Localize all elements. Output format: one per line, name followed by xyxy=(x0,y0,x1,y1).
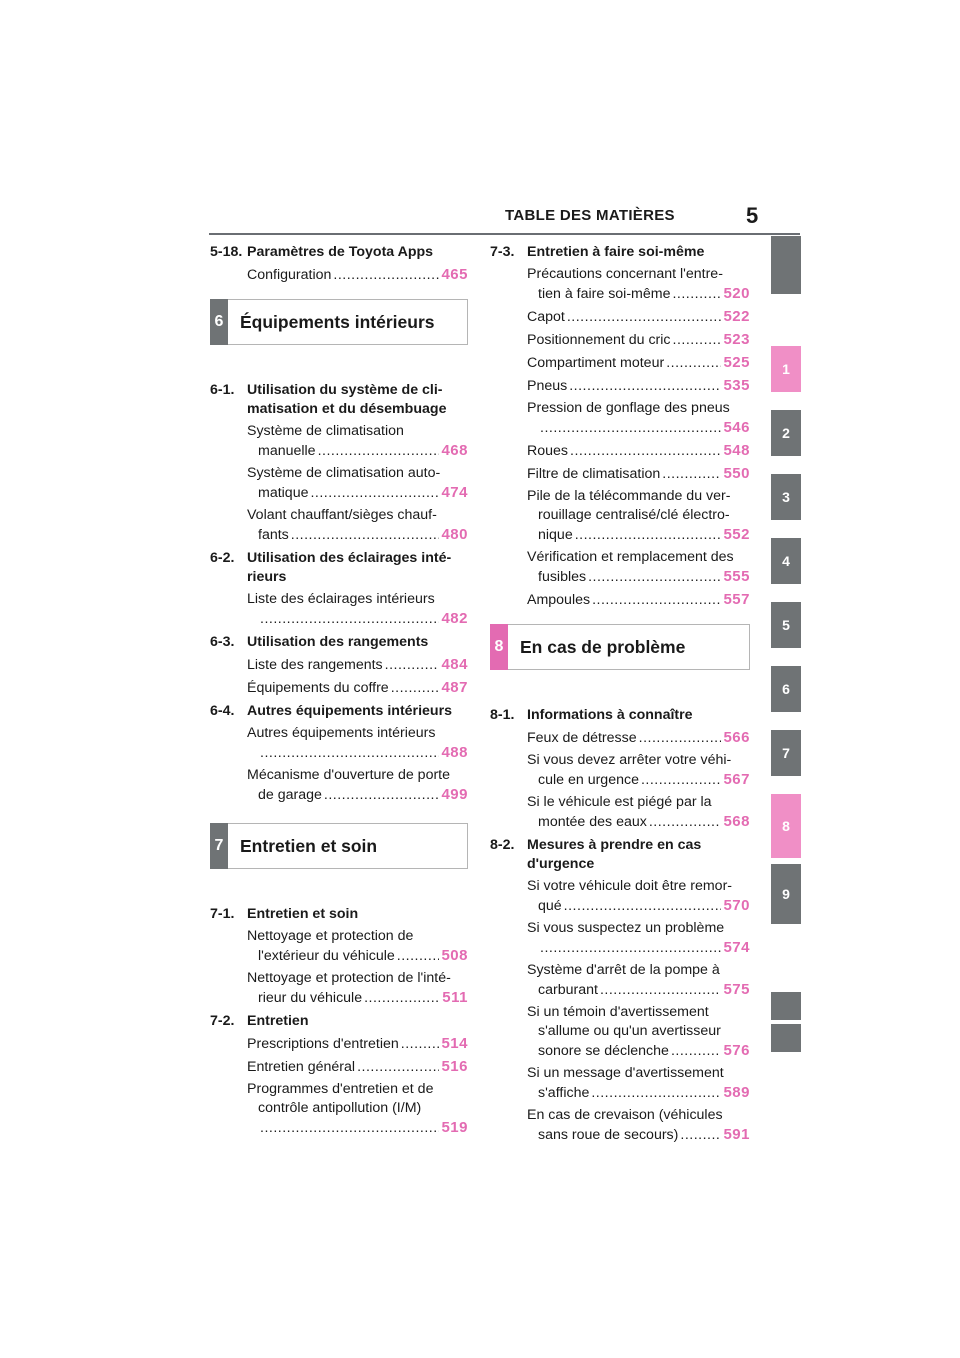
toc-entry-text: Si vous devez arrêter votre véhi- xyxy=(527,752,732,768)
leader-dots xyxy=(333,266,439,285)
toc-entry[interactable] xyxy=(247,422,468,461)
leader-dots xyxy=(641,771,722,790)
toc-entry-text: Nettoyage et protection de l'inté- xyxy=(247,970,451,986)
page-link[interactable]: 567 xyxy=(723,771,750,788)
page-link[interactable]: 589 xyxy=(723,1084,750,1101)
leader-dots xyxy=(567,308,722,327)
toc-entry-text: qué xyxy=(538,898,562,914)
toc-entry-text: Liste des éclairages intérieurs xyxy=(247,591,435,607)
page-link[interactable]: 474 xyxy=(441,484,468,501)
leader-dots xyxy=(569,377,721,396)
section-title: Utilisation des rangements xyxy=(247,634,429,650)
toc-entry-text: sans roue de secours) xyxy=(538,1127,679,1143)
toc-entry-line xyxy=(527,751,750,770)
page-link[interactable]: 516 xyxy=(441,1058,468,1075)
toc-entry-text: Vérification et remplacement des xyxy=(527,549,734,565)
section-title: Entretien xyxy=(247,1013,309,1029)
page-link[interactable]: 514 xyxy=(441,1035,468,1052)
toc-entry-line xyxy=(527,307,750,327)
section-number xyxy=(210,568,247,587)
toc-entry-text: tien à faire soi-même xyxy=(538,286,671,302)
toc-entry-line xyxy=(247,1099,468,1118)
page-link[interactable]: 488 xyxy=(441,744,468,761)
toc-section xyxy=(210,1012,468,1138)
page-link[interactable]: 548 xyxy=(723,442,750,459)
toc-section xyxy=(490,836,750,1145)
page-link[interactable]: 487 xyxy=(441,679,468,696)
toc-entry-line xyxy=(527,567,750,587)
page-link[interactable]: 525 xyxy=(723,354,750,371)
toc-entry[interactable] xyxy=(527,353,750,373)
toc-entry-line xyxy=(527,896,750,916)
toc-entry-line xyxy=(247,946,468,966)
toc-entry-line xyxy=(527,548,750,567)
toc-entry-line xyxy=(527,961,750,980)
toc-entry-text: Si vous suspectez un problème xyxy=(527,920,725,936)
toc-entry-line xyxy=(527,1064,750,1083)
leader-dots xyxy=(672,285,721,304)
leader-dots xyxy=(540,419,721,438)
page-link[interactable]: 574 xyxy=(723,939,750,956)
toc-entry[interactable] xyxy=(527,1003,750,1061)
page-link[interactable]: 508 xyxy=(441,947,468,964)
toc-entry-line xyxy=(247,1080,468,1099)
toc-entry-text: matique xyxy=(258,485,309,501)
chapter-title: En cas de problème xyxy=(520,636,686,657)
toc-entry-line xyxy=(527,353,750,373)
section-title: Informations à connaître xyxy=(527,707,693,723)
page-link[interactable]: 575 xyxy=(723,981,750,998)
toc-entry[interactable] xyxy=(247,265,468,285)
page-link[interactable]: 511 xyxy=(442,989,468,1006)
toc-entry[interactable] xyxy=(247,464,468,503)
chapter-number: 8 xyxy=(490,624,508,670)
toc-entry-line xyxy=(247,655,468,675)
leader-dots xyxy=(662,465,721,484)
page-link[interactable]: 552 xyxy=(723,526,750,543)
leader-dots xyxy=(357,1058,439,1077)
toc-entry[interactable] xyxy=(527,590,750,610)
toc-entry-text: cule en urgence xyxy=(538,772,639,788)
toc-entry-line xyxy=(527,265,750,284)
chapter-tab-5[interactable]: 5 xyxy=(771,602,801,648)
section-number: 7-3. xyxy=(490,244,515,260)
toc-entry[interactable] xyxy=(247,506,468,545)
chapter-title: Équipements intérieurs xyxy=(240,311,435,332)
leader-dots xyxy=(649,813,722,832)
toc-entry-line xyxy=(527,590,750,610)
leader-dots xyxy=(364,989,440,1008)
section-title: Paramètres de Toyota Apps xyxy=(247,244,434,260)
toc-entry-line xyxy=(247,265,468,285)
toc-entry[interactable] xyxy=(527,548,750,587)
toc-entry-line xyxy=(247,1118,468,1138)
toc-entry-text: l'extérieur du véhicule xyxy=(258,948,395,964)
leader-dots xyxy=(564,897,722,916)
leader-dots xyxy=(570,442,721,461)
toc-entry-line xyxy=(247,590,468,609)
toc-entry-line xyxy=(527,980,750,1000)
toc-entry[interactable] xyxy=(247,969,468,1008)
page-link[interactable]: 484 xyxy=(441,656,468,673)
toc-entry-line xyxy=(527,938,750,958)
toc-entry-line xyxy=(527,284,750,304)
chapter-header-6[interactable] xyxy=(210,299,468,345)
page-link[interactable]: 535 xyxy=(723,377,750,394)
leader-dots xyxy=(592,591,721,610)
toc-entry-line xyxy=(527,793,750,812)
toc-entry[interactable] xyxy=(527,919,750,958)
section-title: Mesures à prendre en cas xyxy=(527,837,702,853)
leader-dots xyxy=(639,729,722,748)
section-number: 6-2. xyxy=(210,550,235,566)
toc-column-left xyxy=(210,243,468,1138)
chapter-tab-4[interactable]: 4 xyxy=(771,538,801,584)
toc-entry-text: carburant xyxy=(538,982,598,998)
toc-entry[interactable] xyxy=(527,441,750,461)
toc-entry-text: sonore se déclenche xyxy=(538,1043,669,1059)
toc-entry-text: Pression de gonflage des pneus xyxy=(527,400,730,416)
chapter-number: 7 xyxy=(210,823,228,869)
toc-entry-text: Si un message d'avertissement xyxy=(527,1065,724,1081)
toc-entry-line xyxy=(247,464,468,483)
leader-dots xyxy=(291,526,440,545)
leader-dots xyxy=(391,679,440,698)
toc-section xyxy=(210,905,468,1008)
section-number: 6-1. xyxy=(210,382,235,398)
toc-entry-text: de garage xyxy=(258,787,322,803)
section-heading xyxy=(210,1012,468,1031)
toc-entry-line xyxy=(527,770,750,790)
toc-entry-text: Roues xyxy=(527,443,569,459)
toc-entry-line xyxy=(247,766,468,785)
toc-entry-text: Si le véhicule est piégé par la xyxy=(527,794,712,810)
toc-entry-text: Ampoules xyxy=(527,592,591,608)
toc-entry-line xyxy=(247,969,468,988)
leader-dots xyxy=(318,442,440,461)
toc-entry-line xyxy=(527,1041,750,1061)
chapter-tab-9[interactable]: 9 xyxy=(771,864,801,924)
section-number: 7-1. xyxy=(210,906,235,922)
chapter-header-7[interactable] xyxy=(210,823,468,869)
header-title: TABLE DES MATIÈRES xyxy=(505,207,675,224)
toc-entry-line xyxy=(247,724,468,743)
chapter-tab-7[interactable]: 7 xyxy=(771,730,801,776)
toc-entry-line xyxy=(527,1083,750,1103)
toc-section xyxy=(210,243,468,285)
toc-entry-text: montée des eaux xyxy=(538,814,647,830)
toc-entry-line xyxy=(527,506,750,525)
toc-entry-line xyxy=(527,1003,750,1022)
toc-entry-text: manuelle xyxy=(258,443,316,459)
toc-entry[interactable] xyxy=(527,961,750,1000)
toc-entry[interactable] xyxy=(247,927,468,966)
page-link[interactable]: 550 xyxy=(723,465,750,482)
toc-section xyxy=(210,549,468,629)
chapter-title: Entretien et soin xyxy=(240,835,378,856)
chapter-tab-blank-0[interactable] xyxy=(771,236,801,294)
toc-entry-text: Feux de détresse xyxy=(527,730,637,746)
section-number xyxy=(490,855,527,874)
toc-entry-text: Prescriptions d'entretien xyxy=(247,1036,399,1052)
toc-section xyxy=(210,702,468,805)
toc-entry-line xyxy=(527,441,750,461)
toc-entry-text: Compartiment moteur xyxy=(527,355,665,371)
toc-entry-text: Système d'arrêt de la pompe à xyxy=(527,962,720,978)
section-title: rieurs xyxy=(247,569,287,585)
section-heading xyxy=(490,243,750,262)
toc-entry-text: Nettoyage et protection de xyxy=(247,928,414,944)
toc-entry-text: En cas de crevaison (véhicules xyxy=(527,1107,723,1123)
toc-entry[interactable] xyxy=(527,265,750,304)
toc-entry[interactable] xyxy=(247,1057,468,1077)
toc-entry-line xyxy=(527,399,750,418)
chapter-tab-blank-11[interactable] xyxy=(771,1024,801,1052)
leader-dots xyxy=(385,656,440,675)
header-divider xyxy=(209,233,800,235)
toc-entry-text: nique xyxy=(538,527,573,543)
toc-entry-line xyxy=(247,422,468,441)
page-link[interactable]: 570 xyxy=(723,897,750,914)
toc-entry-line xyxy=(247,441,468,461)
leader-dots xyxy=(260,1119,439,1138)
section-heading xyxy=(490,836,750,855)
toc-entry[interactable] xyxy=(247,766,468,805)
leader-dots xyxy=(591,1084,721,1103)
leader-dots xyxy=(671,1042,722,1061)
section-heading xyxy=(210,243,468,262)
page-link[interactable]: 499 xyxy=(441,786,468,803)
page-link[interactable]: 522 xyxy=(723,308,750,325)
toc-entry[interactable] xyxy=(527,399,750,438)
toc-section xyxy=(210,381,468,545)
toc-entry[interactable] xyxy=(247,1034,468,1054)
page-link[interactable]: 576 xyxy=(723,1042,750,1059)
toc-section xyxy=(490,706,750,832)
section-number: 7-2. xyxy=(210,1013,235,1029)
toc-entry-text: Volant chauffant/sièges chauf- xyxy=(247,507,437,523)
page-link[interactable]: 568 xyxy=(723,813,750,830)
section-heading xyxy=(210,568,468,587)
toc-entry-line xyxy=(527,376,750,396)
toc-entry[interactable] xyxy=(527,793,750,832)
page-link[interactable]: 520 xyxy=(723,285,750,302)
toc-entry-text: Entretien général xyxy=(247,1059,356,1075)
toc-entry-text: rieur du véhicule xyxy=(258,990,363,1006)
toc-section xyxy=(210,633,468,698)
page-link[interactable]: 480 xyxy=(441,526,468,543)
page-link[interactable]: 523 xyxy=(723,331,750,348)
leader-dots xyxy=(324,786,440,805)
toc-entry-text: contrôle antipollution (I/M) xyxy=(258,1100,422,1116)
toc-section xyxy=(490,243,750,610)
chapter-tab-3[interactable]: 3 xyxy=(771,474,801,520)
toc-entry-text: Filtre de climatisation xyxy=(527,466,661,482)
toc-entry-text: Programmes d'entretien et de xyxy=(247,1081,434,1097)
toc-entry-line xyxy=(527,464,750,484)
section-number: 6-3. xyxy=(210,634,235,650)
toc-entry-text: s'affiche xyxy=(538,1085,590,1101)
toc-entry-line xyxy=(247,743,468,763)
toc-entry[interactable] xyxy=(247,1080,468,1138)
toc-entry[interactable] xyxy=(527,751,750,790)
toc-entry[interactable] xyxy=(247,678,468,698)
section-number: 5-18. xyxy=(210,244,243,260)
page-link[interactable]: 465 xyxy=(441,266,468,283)
section-title: Utilisation du système de cli- xyxy=(247,382,443,398)
toc-entry-text: Capot xyxy=(527,309,565,325)
toc-entry-text: Positionnement du cric xyxy=(527,332,671,348)
toc-entry-line xyxy=(247,525,468,545)
toc-entry[interactable] xyxy=(527,877,750,916)
toc-entry-line xyxy=(247,506,468,525)
toc-entry[interactable] xyxy=(527,1064,750,1103)
toc-entry-line xyxy=(527,1022,750,1041)
page-number: 5 xyxy=(746,203,759,228)
toc-entry-text: Si un témoin d'avertissement xyxy=(527,1004,709,1020)
toc-entry-line xyxy=(527,812,750,832)
toc-entry-text: fusibles xyxy=(538,569,587,585)
leader-dots xyxy=(680,1126,721,1145)
leader-dots xyxy=(673,331,722,350)
section-heading xyxy=(210,400,468,419)
leader-dots xyxy=(397,947,440,966)
toc-entry-text: s'allume ou qu'un avertisseur xyxy=(538,1023,721,1039)
page-link[interactable]: 468 xyxy=(441,442,468,459)
toc-entry-line xyxy=(527,418,750,438)
toc-entry-text: Si votre véhicule doit être remor- xyxy=(527,878,733,894)
toc-entry-line xyxy=(247,785,468,805)
leader-dots xyxy=(666,354,721,373)
toc-entry-text: Autres équipements intérieurs xyxy=(247,725,436,741)
toc-entry[interactable] xyxy=(527,376,750,396)
page-link[interactable]: 546 xyxy=(723,419,750,436)
section-heading xyxy=(210,633,468,652)
section-title: Utilisation des éclairages inté- xyxy=(247,550,452,566)
section-number xyxy=(210,400,247,419)
page-link[interactable]: 482 xyxy=(441,610,468,627)
leader-dots xyxy=(310,484,439,503)
toc-entry[interactable] xyxy=(527,330,750,350)
toc-entry-line xyxy=(247,609,468,629)
leader-dots xyxy=(588,568,721,587)
section-number: 6-4. xyxy=(210,703,235,719)
section-number: 8-2. xyxy=(490,837,515,853)
toc-entry-line xyxy=(527,728,750,748)
leader-dots xyxy=(540,939,721,958)
chapter-tab-blank-10[interactable] xyxy=(771,992,801,1020)
toc-entry-line xyxy=(247,483,468,503)
toc-entry-text: Précautions concernant l'entre- xyxy=(527,266,723,282)
page-link[interactable]: 555 xyxy=(723,568,750,585)
toc-entry-line xyxy=(247,1034,468,1054)
page-link[interactable]: 591 xyxy=(723,1126,750,1143)
toc-entry-line xyxy=(527,525,750,545)
section-heading xyxy=(490,855,750,874)
toc-entry[interactable] xyxy=(527,464,750,484)
toc-entry-line xyxy=(527,919,750,938)
chapter-tab-6[interactable]: 6 xyxy=(771,666,801,712)
toc-entry-line xyxy=(247,927,468,946)
chapter-number: 6 xyxy=(210,299,228,345)
toc-entry-line xyxy=(527,330,750,350)
toc-entry-text: Système de climatisation xyxy=(247,423,404,439)
toc-entry-line xyxy=(247,988,468,1008)
section-heading xyxy=(210,702,468,721)
chapter-tab-8[interactable]: 8 xyxy=(771,794,801,858)
page-link[interactable]: 557 xyxy=(723,591,750,608)
toc-entry-line xyxy=(527,877,750,896)
toc-entry-line xyxy=(247,678,468,698)
section-heading xyxy=(490,706,750,725)
page-link[interactable]: 519 xyxy=(441,1119,468,1136)
leader-dots xyxy=(600,981,722,1000)
section-heading xyxy=(210,381,468,400)
leader-dots xyxy=(575,526,722,545)
toc-entry-text: rouillage centralisé/clé électro- xyxy=(538,507,730,523)
section-title: matisation et du désembuage xyxy=(247,401,447,417)
section-heading xyxy=(210,549,468,568)
toc-entry-text: Pneus xyxy=(527,378,568,394)
toc-entry-line xyxy=(527,487,750,506)
toc-entry-text: fants xyxy=(258,527,289,543)
leader-dots xyxy=(260,610,439,629)
toc-entry[interactable] xyxy=(527,307,750,327)
toc-entry[interactable] xyxy=(247,724,468,763)
leader-dots xyxy=(260,744,439,763)
chapter-tab-1[interactable]: 1 xyxy=(771,346,801,392)
toc-entry[interactable] xyxy=(527,487,750,545)
toc-entry[interactable] xyxy=(247,655,468,675)
section-title: Entretien et soin xyxy=(247,906,359,922)
page-link[interactable]: 566 xyxy=(723,729,750,746)
section-title: d'urgence xyxy=(527,856,595,872)
chapter-header-8[interactable] xyxy=(490,624,750,670)
toc-entry[interactable] xyxy=(247,590,468,629)
toc-entry-text: Équipements du coffre xyxy=(247,680,389,696)
section-heading xyxy=(210,905,468,924)
toc-entry-text: Mécanisme d'ouverture de porte xyxy=(247,767,451,783)
section-title: Autres équipements intérieurs xyxy=(247,703,452,719)
section-title: Entretien à faire soi-même xyxy=(527,244,705,260)
toc-entry-text: Liste des rangements xyxy=(247,657,383,673)
toc-entry-line xyxy=(527,1125,750,1145)
toc-entry-text: Système de climatisation auto- xyxy=(247,465,441,481)
toc-entry-line xyxy=(527,1106,750,1125)
toc-entry-text: Pile de la télécommande du ver- xyxy=(527,488,731,504)
toc-column-right xyxy=(490,243,750,1145)
toc-entry-line xyxy=(247,1057,468,1077)
chapter-tab-2[interactable]: 2 xyxy=(771,410,801,456)
leader-dots xyxy=(401,1035,440,1054)
toc-entry[interactable] xyxy=(527,1106,750,1145)
section-number: 8-1. xyxy=(490,707,515,723)
toc-entry[interactable] xyxy=(527,728,750,748)
toc-entry-text: Configuration xyxy=(247,267,332,283)
